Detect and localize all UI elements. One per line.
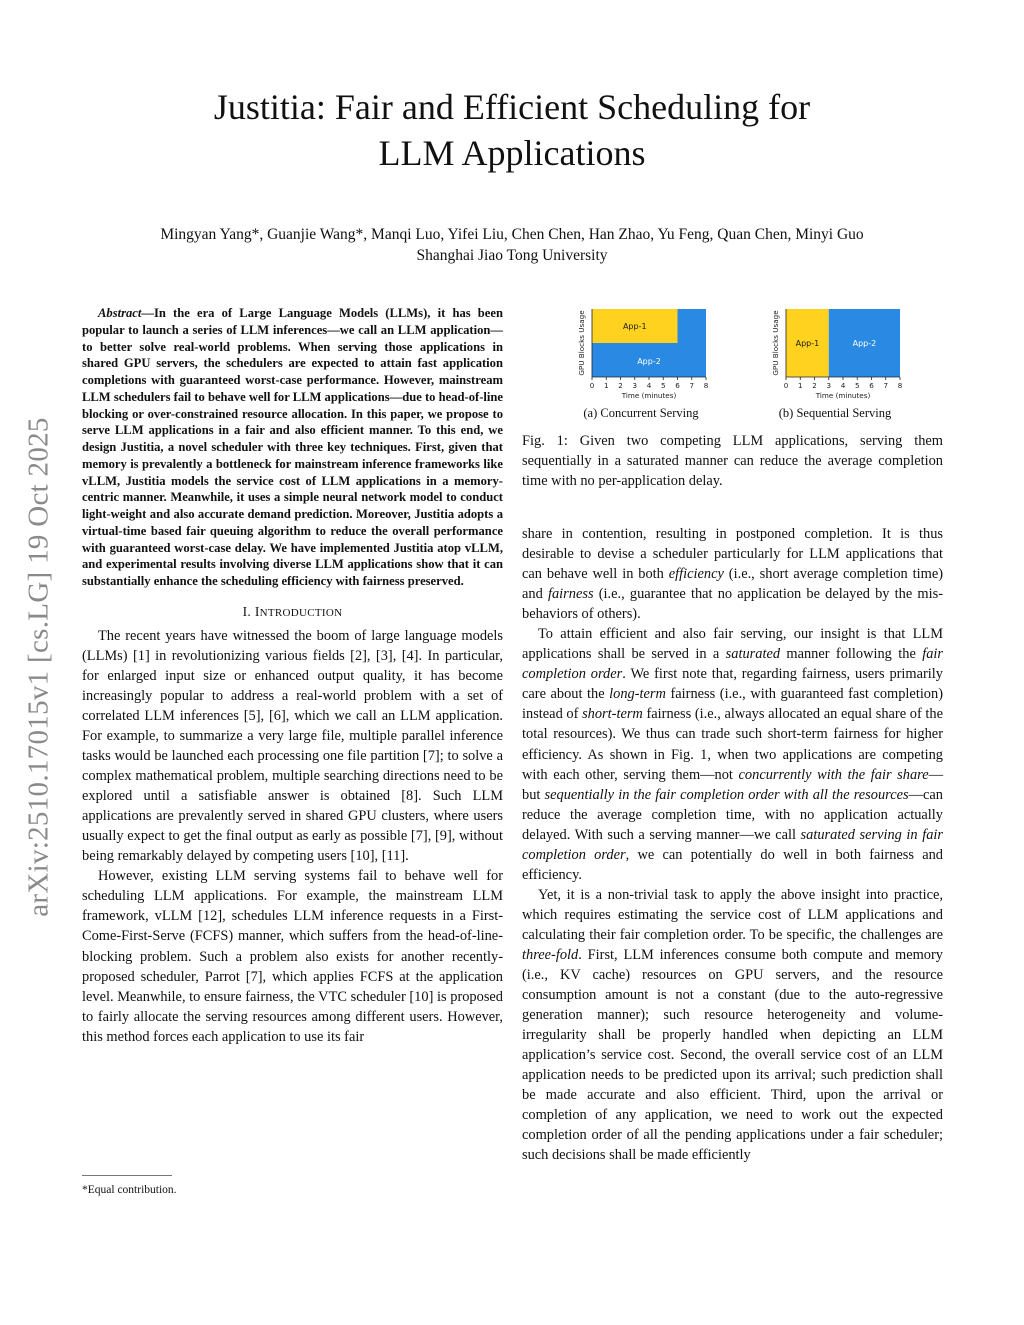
x-axis-a-tick-label: 0 bbox=[589, 381, 595, 390]
intro-paragraph-2: However, existing LLM serving systems fail to behave well for scheduling LLM applications. For example, the mainstream LLM framework, vLLM [12], schedules LLM inference requests in a First-Come-First-Serve (FCFS) manner, which suffers from the head-of-line-blocking problem. Such a problem also exists for another recently-proposed scheduler, Parrot [7], which applies FCFS at the application level. Meanwhile, to ensure fairness, the VTC scheduler [10] is proposed to fairly allocate the serving resources among different users. However, this method forces each application to use its fair bbox=[82, 868, 503, 1045]
abstract-lead: Abstract bbox=[98, 306, 142, 320]
paper-title bbox=[112, 84, 912, 176]
subfigure-b bbox=[736, 305, 934, 420]
x-axis-a-tick-label: 4 bbox=[646, 381, 652, 390]
x-axis-a-tick-label: 3 bbox=[632, 381, 638, 390]
footnote: *Equal contribution. bbox=[82, 1183, 503, 1198]
italic-run: short-term bbox=[582, 706, 643, 723]
right-body-text bbox=[522, 524, 943, 1166]
section-heading-introduction bbox=[82, 604, 503, 620]
subfigure-a-caption: (a) Concurrent Serving bbox=[583, 406, 699, 420]
figure-1-caption: Fig. 1: Given two competing LLM applications, serving them sequentially in a saturated manner can reduce the average completion time with no per-application delay. bbox=[522, 433, 943, 489]
italic-run: sequentially in the fair completion order with all the resources bbox=[544, 786, 909, 803]
section-number: I. bbox=[242, 603, 252, 619]
text-run: Yet, it is a non-trivial task to apply the above insight into practice, which requires estimating the service cost of LLM applications and calculating their fair completion order. To be specific, the challenges are bbox=[522, 886, 943, 943]
intro-paragraph-1: The recent years have witnessed the boom of large language models (LLMs) [1] in revolutionizing various fields [2], [3], [4]. In particular, for enlarged input size or enhanced output quality, it has become increasingly popular to address a real-world problem with a set of correlated LLM inferences [5], [6], which we call an LLM application. For example, to summarize a very large file, multiple parallel inference tasks would be launched each processing one file partition [7]; to solve a complex mathematical problem, multiple searching directions need to be explored until a satisfiable answer is obtained [8]. Such LLM applications are prevalently served in shared GPU clusters, where users usually expect to get the final output as early as possible [7], [9], without being remarkably delayed by competing users [10], [11]. bbox=[82, 627, 503, 865]
x-axis-a-tick-label: 1 bbox=[603, 381, 609, 390]
right-column bbox=[522, 305, 944, 1164]
italic-run: efficiency bbox=[668, 566, 724, 583]
right-paragraph-1 bbox=[522, 524, 943, 624]
abstract bbox=[82, 305, 503, 590]
x-axis-a-tick-label: 7 bbox=[689, 381, 695, 390]
text-run: share in contention, resulting in postponed completion. It is thus desirable to devise a scheduler particularly for LLM applications that can behave well in both bbox=[522, 526, 943, 583]
section-title-rest: NTRODUCTION bbox=[259, 606, 343, 619]
italic-run: saturated serving in fair completion order bbox=[522, 826, 943, 863]
x-axis-a-tick-label: 5 bbox=[660, 381, 666, 390]
x-axis-b-tick-label: 2 bbox=[812, 381, 817, 390]
subfigure-a bbox=[542, 305, 740, 420]
affiliation: Shanghai Jiao Tong University bbox=[416, 247, 608, 264]
arxiv-stamp bbox=[19, 372, 59, 962]
italic-run: fairness bbox=[547, 586, 594, 603]
text-run: manner following the bbox=[780, 646, 923, 663]
text-run: . First, LLM inferences consume both compute and memory (i.e., KV cache) resources on GPU servers, and the resource consumption amount is not a constant (due to the auto-regressive generation manner); such resource heterogeneity and volume-irregularity shall be properly handled when depicting an LLM application’s service cost. Second, the overall service cost of an LLM application needs to be predicted upon its arrival; such prediction shall be made accurate and also efficient. Third, upon the arrival or completion of any application, we need to work out the expected completion order of all the pending applications under a fair scheduler; such decisions shall be made efficiently bbox=[522, 946, 943, 1164]
text-run: —but bbox=[522, 766, 944, 803]
italic-run: saturated bbox=[725, 646, 781, 663]
x-axis-label-b: Time (minutes) bbox=[815, 391, 871, 400]
italic-run: long-term bbox=[609, 686, 666, 703]
italic-run: three-fold bbox=[522, 946, 579, 963]
text-run: fairness (i.e., always allocated an equal share of the total resources). We thus can trade such short-term fairness for higher efficiency. As shown in Fig. 1, when two applications are competing with each other, serving them—not bbox=[522, 706, 943, 783]
tick-group-b bbox=[784, 377, 903, 390]
x-axis-a-tick-label: 6 bbox=[675, 381, 680, 390]
right-paragraph-3 bbox=[522, 885, 943, 1166]
author-list: Mingyan Yang*, Guanjie Wang*, Manqi Luo, Yifei Liu, Chen Chen, Han Zhao, Yu Feng, Quan Chen, Minyi Guo bbox=[160, 226, 864, 243]
x-axis-b-tick-label: 3 bbox=[826, 381, 832, 390]
abstract-text: —In the era of Large Language Models (LLMs), it has been popular to launch a series of LLM inferences—we call an LLM application—to better solve real-world problems. When serving those applications in shared GPU servers, the schedulers are expected to attain fast application completions with guaranteed worst-case performance. However, mainstream LLM schedulers fail to behave well for LLM applications—due to head-of-line blocking or over-constrained resource allocation. In this paper, we propose to serve LLM applications in a fair and also efficient manner. To this end, we design Justitia, a novel scheduler with three key techniques. First, given that memory is prevalently a bottleneck for mainstream inference frameworks like vLLM, Justitia models the service cost of LLM applications in a memory-centric manner. Meanwhile, it uses a simple neural network model to conduct light-weight and also accurate demand prediction. Moreover, Justitia adopts a virtual-time based fair queuing algorithm to reduce the overall performance with guaranteed worst-case delay. We have implemented Justitia atop vLLM, and experimental results involving diverse LLM applications show that it can substantially enhance the scheduling efficiency with fairness preserved. bbox=[82, 306, 503, 588]
x-axis-b-tick-label: 4 bbox=[840, 381, 846, 390]
text-run: —can reduce the average completion time, with no application actually delayed. With such a serving manner—we call bbox=[522, 786, 943, 843]
title-line-2: LLM Applications bbox=[378, 133, 646, 173]
x-axis-a-tick-label: 8 bbox=[703, 381, 709, 390]
text-run: . We first note that, regarding fairness, users primarily care about the bbox=[522, 666, 943, 703]
figure-1 bbox=[522, 305, 943, 515]
y-axis-label-b: GPU Blocks Usage bbox=[771, 310, 780, 376]
text-run: To attain efficient and also fair serving, our insight is that LLM applications shall be served in a bbox=[522, 626, 943, 663]
subfigure-a-plot bbox=[542, 305, 740, 403]
text-run: , we can potentially do well in both fairness and efficiency. bbox=[522, 846, 943, 883]
subfigure-b-caption: (b) Sequential Serving bbox=[778, 406, 892, 420]
x-axis-b-tick-label: 1 bbox=[797, 381, 803, 390]
app-2-label-a: App-2 bbox=[637, 357, 661, 366]
app-1-label-a: App-1 bbox=[622, 322, 647, 331]
x-axis-b-tick-label: 7 bbox=[883, 381, 889, 390]
x-axis-b-tick-label: 8 bbox=[897, 381, 903, 390]
x-axis-b-tick-label: 0 bbox=[783, 381, 789, 390]
right-paragraph-2 bbox=[522, 624, 943, 885]
x-axis-b-tick-label: 5 bbox=[854, 381, 860, 390]
text-run: fairness (i.e., with guaranteed fast completion) instead of bbox=[522, 686, 943, 723]
app-1-label-b: App-1 bbox=[795, 339, 820, 348]
tick-group-a bbox=[590, 377, 709, 390]
arxiv-stamp-text: arXiv:2510.17015v1 [cs.LG] 19 Oct 2025 bbox=[22, 417, 55, 917]
section-title-initial: I bbox=[254, 603, 260, 619]
y-axis-label-a: GPU Blocks Usage bbox=[577, 310, 586, 376]
title-line-1: Justitia: Fair and Efficient Scheduling for bbox=[213, 87, 811, 127]
x-axis-label-a: Time (minutes) bbox=[621, 391, 677, 400]
italic-run: fair completion order bbox=[522, 646, 943, 683]
app-2-label-b: App-2 bbox=[852, 339, 877, 348]
italic-run: concurrently with the fair share bbox=[738, 766, 929, 783]
text-run: (i.e., short average completion time) and bbox=[522, 566, 943, 603]
left-column bbox=[82, 305, 503, 1047]
subfigure-b-plot bbox=[736, 305, 934, 403]
text-run: (i.e., guarantee that no application be delayed by the mis-behaviors of others). bbox=[522, 586, 943, 623]
x-axis-a-tick-label: 2 bbox=[618, 381, 623, 390]
x-axis-b-tick-label: 6 bbox=[869, 381, 874, 390]
